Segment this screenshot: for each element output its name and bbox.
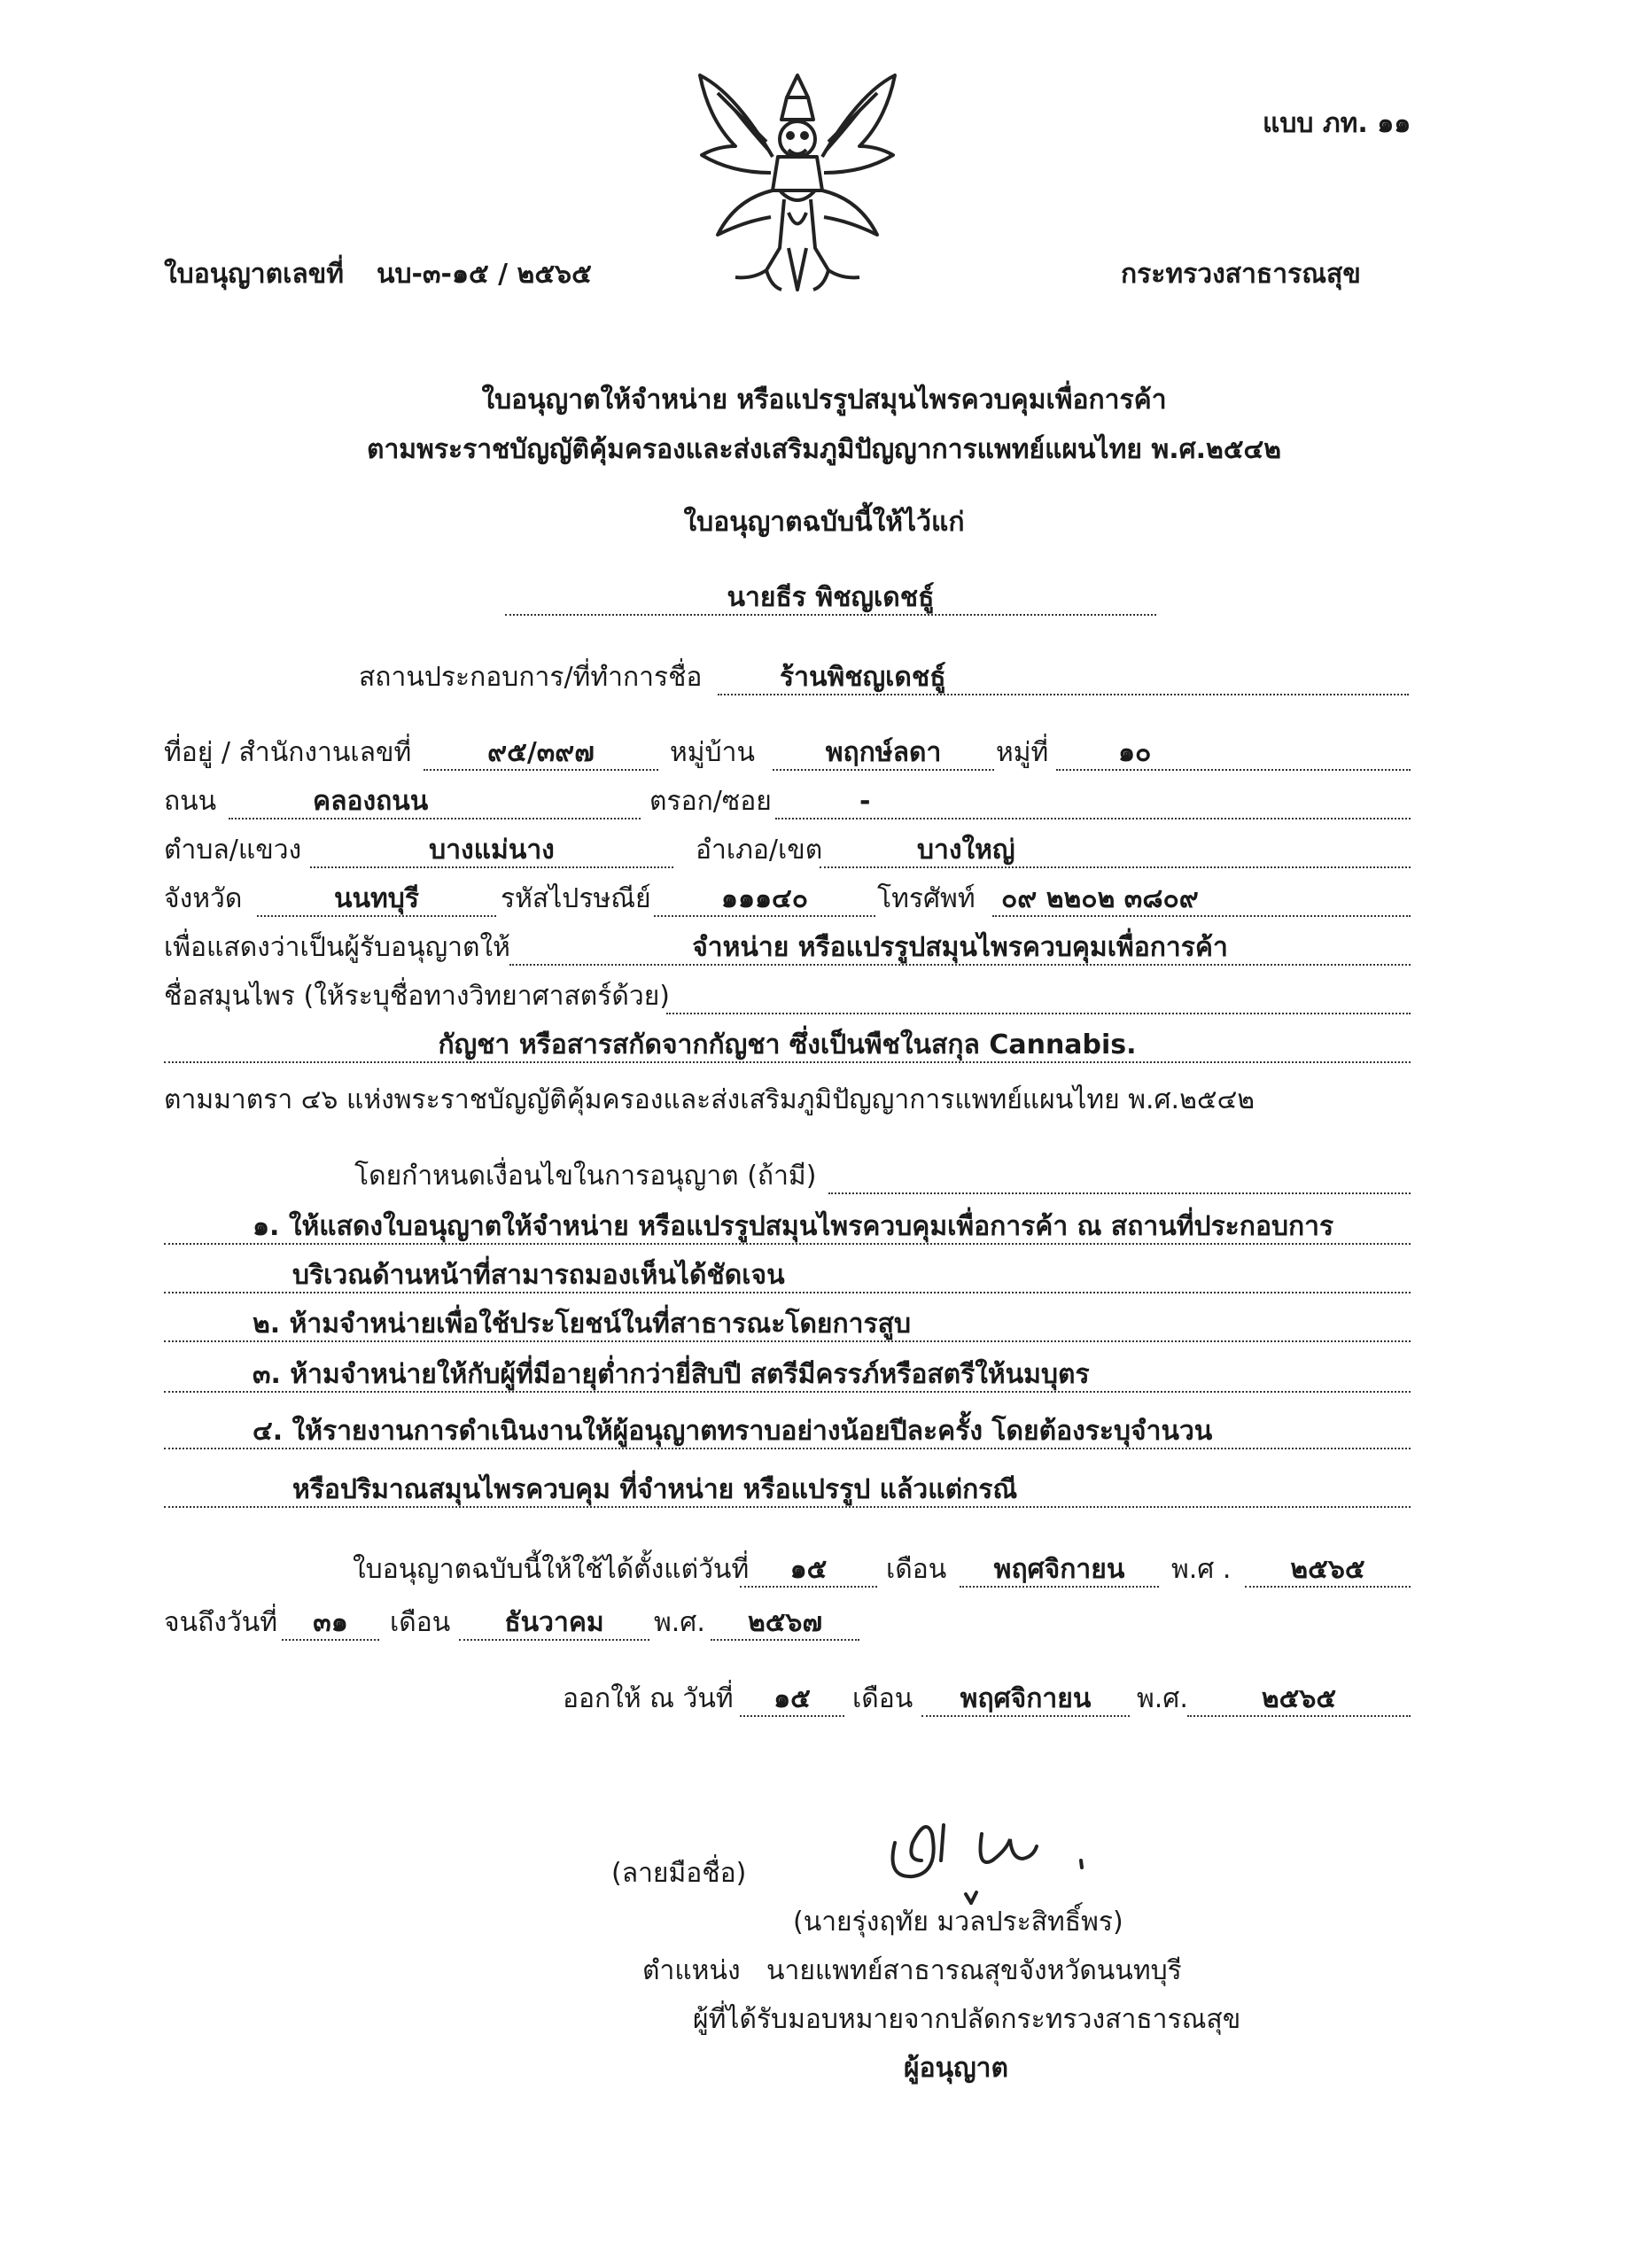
condition-item: บริเวณด้านหน้าที่สามารถมองเห็นได้ชัดเจน	[164, 1258, 1411, 1293]
district-label: อำเภอ/เขต	[696, 835, 823, 866]
valid-from-year: ๒๕๖๕	[1245, 1552, 1411, 1588]
condition-item: ๔. ให้รายงานการดำเนินงานให้ผู้อนุญาตทราบอย่างน้อยปีละครั้ง โดยต้องระบุจำนวน	[164, 1414, 1411, 1449]
valid-from-month: พฤศจิกายน	[960, 1552, 1159, 1588]
phone-value: ๐๙ ๒๒๐๒ ๓๘๐๙	[992, 882, 1411, 917]
issued-month-label: เดือน	[852, 1683, 913, 1714]
district-value: บางใหญ่	[820, 833, 1411, 868]
issued-to-heading: ใบอนุญาตฉบับนี้ให้ไว้แก่	[683, 507, 965, 538]
business-name: ร้านพิชญเดชธู์	[718, 660, 1409, 695]
document-title-line1: ใบอนุญาตให้จำหน่าย หรือแปรรูปสมุนไพรควบคุมเพื่อการค้า	[481, 384, 1167, 416]
soi-value: -	[775, 784, 1411, 819]
authorizer-role: ผู้อนุญาต	[904, 2053, 1008, 2084]
herb-label-fill-line	[666, 979, 1411, 1014]
condition-item: ๒. ห้ามจำหน่ายเพื่อใช้ประโยชน์ในที่สาธารณะโดยการสูบ	[164, 1307, 1411, 1342]
signature-label: (ลายมือชื่อ)	[611, 1858, 747, 1889]
soi-label: ตรอก/ซอย	[649, 786, 772, 817]
ministry-name: กระทรวงสาธารณสุข	[1121, 259, 1361, 290]
herb-label: ชื่อสมุนไพร (ให้ระบุชื่อทางวิทยาศาสตร์ด้วย)	[164, 981, 670, 1012]
document-title-line2: ตามพระราชบัญญัติคุ้มครองและส่งเสริมภูมิปัญญาการแพทย์แผนไทย พ.ศ.๒๕๔๒	[366, 434, 1282, 465]
address-no-value: ๙๕/๓๙๗	[424, 735, 658, 771]
issued-year-label: พ.ศ.	[1137, 1683, 1188, 1714]
holder-name: นายธีร พิชญเดชธู์	[505, 580, 1156, 616]
issued-month: พฤศจิกายน	[921, 1682, 1130, 1717]
signer-name: (นายรุ่งฤทัย มวลประสิทธิ์พร)	[793, 1907, 1123, 1938]
road-value: คลองถนน	[229, 784, 641, 819]
condition-item: ๑. ให้แสดงใบอนุญาตให้จำหน่าย หรือแปรรูปสมุนไพรควบคุมเพื่อการค้า ณ สถานที่ประกอบการ	[164, 1209, 1411, 1245]
subdistrict-label: ตำบล/แขวง	[164, 835, 302, 866]
permission-label: เพื่อแสดงว่าเป็นผู้รับอนุญาตให้	[164, 932, 510, 963]
valid-to-label: จนถึงวันที่	[164, 1607, 278, 1638]
condition-item: ๓. ห้ามจำหน่ายให้กับผู้ที่มีอายุต่ำกว่ายี่สิบปี สตรีมีครรภ์หรือสตรีให้นมบุตร	[164, 1357, 1411, 1393]
valid-from-month-label: เดือน	[886, 1554, 947, 1585]
province-label: จังหวัด	[164, 883, 243, 914]
subdistrict-value: บางแม่นาง	[310, 833, 673, 868]
license-number-value: นบ-๓-๑๕ / ๒๕๖๕	[377, 259, 592, 290]
license-number-label: ใบอนุญาตเลขที่	[164, 259, 345, 290]
valid-from-year-label: พ.ศ .	[1171, 1554, 1232, 1585]
issued-year: ๒๕๖๕	[1187, 1682, 1411, 1717]
valid-to-year: ๒๕๖๗	[711, 1605, 859, 1641]
valid-from-label: ใบอนุญาตฉบับนี้ให้ใช้ได้ตั้งแต่วันที่	[353, 1554, 750, 1585]
phone-label: โทรศัพท์	[877, 883, 976, 914]
province-value: นนทบุรี	[257, 882, 496, 917]
issued-date-label: ออกให้ ณ วันที่	[563, 1683, 734, 1714]
postcode-label: รหัสไปรษณีย์	[501, 883, 651, 914]
valid-to-month: ธันวาคม	[459, 1605, 649, 1641]
moo-label: หมู่ที่	[996, 737, 1049, 768]
herb-value: กัญชา หรือสารสกัดจากกัญชา ซึ่งเป็นพืชในสกุล Cannabis.	[164, 1028, 1411, 1063]
postcode-value: ๑๑๑๔๐	[654, 882, 875, 917]
valid-from-day: ๑๕	[740, 1552, 877, 1588]
valid-to-day: ๓๑	[282, 1605, 379, 1641]
moo-value: ๑๐	[1056, 735, 1411, 771]
handwritten-signature	[877, 1807, 1108, 1905]
address-no-label: ที่อยู่ / สำนักงานเลขที่	[164, 737, 412, 768]
legal-section: ตามมาตรา ๔๖ แห่งพระราชบัญญัติคุ้มครองและส่งเสริมภูมิปัญญาการแพทย์แผนไทย พ.ศ.๒๕๔๒	[164, 1084, 1255, 1115]
business-label: สถานประกอบการ/ที่ทำการชื่อ	[359, 662, 703, 693]
permission-value: จำหน่าย หรือแปรรูปสมุนไพรควบคุมเพื่อการค้า	[509, 930, 1411, 966]
valid-to-year-label: พ.ศ.	[654, 1607, 705, 1638]
garuda-emblem-icon	[682, 58, 913, 297]
condition-item: หรือปริมาณสมุนไพรควบคุม ที่จำหน่าย หรือแปรรูป แล้วแต่กรณี	[164, 1472, 1411, 1508]
position-value: นายแพทย์สาธารณสุขจังหวัดนนทบุรี	[766, 1955, 1182, 1986]
road-label: ถนน	[164, 786, 217, 817]
issued-day: ๑๕	[740, 1682, 844, 1717]
delegation-text: ผู้ที่ได้รับมอบหมายจากปลัดกระทรวงสาธารณสุข	[693, 2004, 1241, 2035]
position-label: ตำแหน่ง	[642, 1955, 741, 1986]
form-code: แบบ ภท. ๑๑	[1263, 108, 1411, 139]
conditions-fill-line	[828, 1159, 1411, 1194]
conditions-label: โดยกำหนดเงื่อนไขในการอนุญาต (ถ้ามี)	[354, 1161, 817, 1192]
valid-to-month-label: เดือน	[390, 1607, 451, 1638]
village-label: หมู่บ้าน	[670, 737, 755, 768]
village-value: พฤกษ์ลดา	[773, 735, 994, 771]
